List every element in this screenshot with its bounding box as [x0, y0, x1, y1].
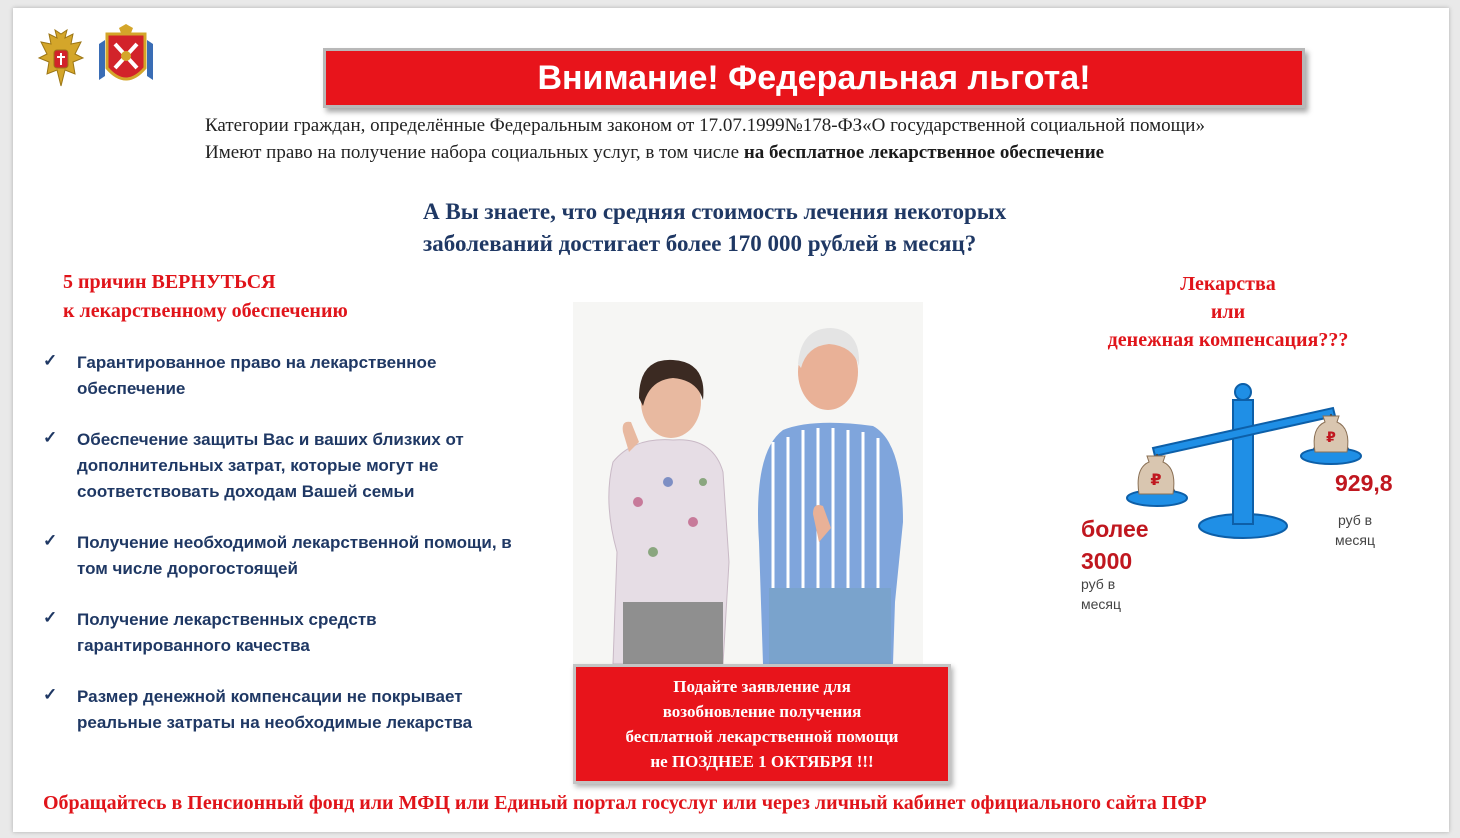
question-line-2: заболеваний достигает более 170 000 рублей в месяц? — [423, 231, 977, 256]
right-amount: 929,8 — [1335, 470, 1393, 496]
checkmark-icon: ✓ — [43, 685, 58, 704]
right-unit-line-2: месяц — [1335, 532, 1376, 548]
left-amount-line-1: более — [1081, 516, 1149, 542]
right-bag-currency: ₽ — [1326, 430, 1336, 446]
attention-banner — [323, 48, 1305, 108]
checkmark-icon: ✓ — [43, 428, 58, 447]
footer-contact: Обращайтесь в Пенсионный фонд или МФЦ или Единый портал госуслуг или через личный кабинет официального сайта ПФР — [43, 792, 1207, 814]
compare-line-2: или — [1210, 301, 1246, 323]
application-callout — [573, 664, 951, 784]
reason-item — [43, 530, 513, 582]
balance-scales-icon — [1113, 378, 1376, 548]
left-amount — [1081, 513, 1149, 577]
reason-item — [43, 607, 513, 659]
right-unit-line-1: руб в — [1337, 512, 1373, 528]
intro-line-2-prefix: Имеют право на получение набора социальных услуг, в том числе — [205, 142, 744, 163]
saint-petersburg-emblem-icon — [97, 24, 155, 94]
reason-item — [43, 350, 513, 402]
elderly-couple-photo — [573, 302, 923, 664]
reason-text: Получение необходимой лекарственной помощи, в том числе дорогостоящей — [77, 533, 512, 578]
compare-line-3: денежная компенсация??? — [1107, 329, 1349, 351]
left-unit-line-1: руб в — [1081, 576, 1116, 592]
cost-question — [423, 196, 1143, 260]
compare-title — [1063, 270, 1393, 354]
left-unit-line-2: месяц — [1081, 596, 1122, 612]
left-bag-currency: ₽ — [1150, 470, 1162, 489]
reason-text: Гарантированное право на лекарственное обеспечение — [77, 353, 437, 398]
callout-text — [626, 674, 899, 774]
question-line-1: А Вы знаете, что средняя стоимость лечения некоторых — [423, 199, 1007, 224]
intro-line-2-bold: на бесплатное лекарственное обеспечение — [743, 142, 1105, 163]
left-amount-line-2: 3000 — [1081, 548, 1133, 574]
reasons-title-line-2: к лекарственному обеспечению — [63, 300, 348, 322]
reason-text: Обеспечение защиты Вас и ваших близких от дополнительных затрат, которые могут не соответствовать доходам Вашей семьи — [77, 430, 464, 501]
reasons-list — [43, 350, 513, 761]
reason-text: Размер денежной компенсации не покрывает реальные затраты на необходимые лекарства — [77, 687, 473, 732]
intro-text — [205, 112, 1345, 166]
banner-title: Внимание! Федеральная льгота! — [537, 58, 1091, 97]
checkmark-icon: ✓ — [43, 531, 58, 550]
callout-line-3: бесплатной лекарственной помощи — [625, 727, 899, 746]
checkmark-icon: ✓ — [43, 608, 58, 627]
reason-item — [43, 427, 513, 505]
couple-illustration-icon — [573, 302, 923, 664]
intro-line-1: Категории граждан, определённые Федеральным законом от 17.07.1999№178-ФЗ«О государственной социальной помощи» — [205, 115, 1205, 136]
intro-line-2 — [205, 139, 1345, 166]
checkmark-icon: ✓ — [43, 351, 58, 370]
compare-line-1: Лекарства — [1180, 273, 1276, 295]
reason-item — [43, 684, 513, 736]
callout-line-2: возобновление получения — [662, 702, 862, 721]
callout-line-1: Подайте заявление для — [673, 677, 851, 696]
russia-emblem-icon — [37, 28, 85, 90]
slide — [13, 8, 1449, 832]
right-unit — [1335, 510, 1375, 550]
reasons-title — [63, 268, 483, 326]
callout-line-4: не ПОЗДНЕЕ 1 ОКТЯБРЯ !!! — [650, 752, 874, 771]
reasons-title-line-1: 5 причин ВЕРНУТЬСЯ — [63, 271, 276, 293]
left-unit — [1081, 574, 1121, 614]
reason-text: Получение лекарственных средств гарантированного качества — [77, 610, 377, 655]
